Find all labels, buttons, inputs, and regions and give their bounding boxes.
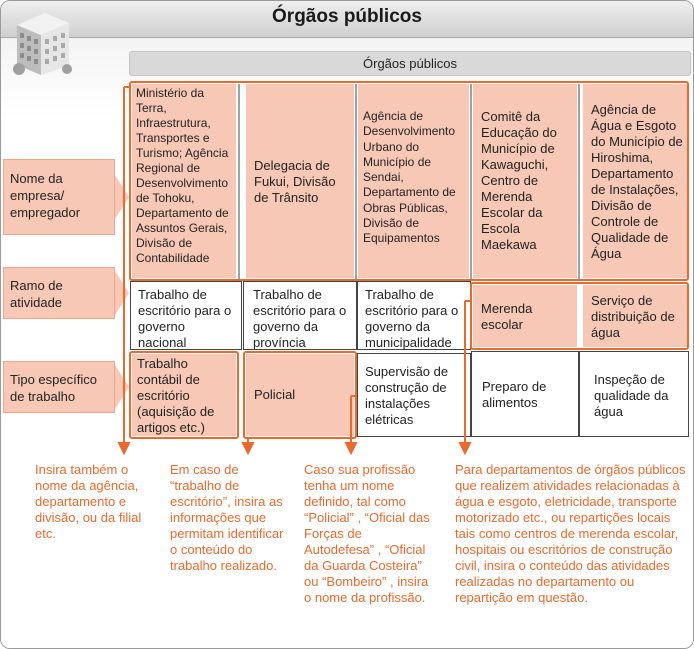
org-header: Órgãos públicos [129,51,691,76]
col1-company: Ministério da Terra, Infraestrutura, Transportes e Turismo; Agência Regional de Desenvolvimento de Tohoku, Departamento de Assuntos Gerais, Divisão de Contabilidade [132,84,236,278]
note-office-work: Em caso de “trabalho de escritório”, insira as informações que permitam identificar o conteúdo do trabalho realizado. [170,462,284,573]
note-company: Insira também o nome da agência, departamento e divisão, ou da filial etc. [35,462,142,541]
col5-company: Agência de Água e Esgoto do Município de Hiroshima, Departamento de Instalações, Divisão de Controle de Qualidade de Água [583,84,688,278]
col1-sector: Trabalho de escritório para o governo nacional [130,281,242,350]
col5-work-type: Inspeção de qualidade da água [579,351,689,437]
col1-work-type: Trabalho contábil de escritório (aquisição de artigos etc.) [132,354,236,436]
note-public-departments: Para departamentos de órgãos públicos que realizem atividades relacionadas à água e esgoto, eletricidade, transporte motorizado etc., ou repartições locais tais como centros de merenda escolar, hospitais ou escritórios de construção civil, insira o conteúdo das atividades realizadas no departamento ou repartição em questão. [455,462,686,605]
col2-sector: Trabalho de escritório para o governo da província [243,281,357,350]
page-title: Órgãos públicos [272,6,422,27]
col3-sector: Trabalho de escritório para o governo da municipalidade [357,281,471,350]
col3-company: Agência de Desenvolvimento Urbano do Município de Sendai, Departamento de Obras Públicas, Divisão de Equipamentos [358,84,469,278]
note-profession: Caso sua profissão tenha um nome definido, tal como “Policial” , “Oficial das Forças de Autodefesa” , “Oficial da Guarda Costeira” ou “Bombeiro” , insira o nome da profissão. [304,462,430,605]
label-sector: Ramo de atividade [3,267,115,319]
col4-sector: Merenda escolar [473,285,577,347]
col3-work-type: Supervisão de construção de instalações elétricas [357,353,471,437]
col4-work-type: Preparo de alimentos [471,351,579,437]
col5-sector: Serviço de distribuição de água [583,285,688,347]
col4-company: Comitê da Educação do Município de Kawaguchi, Centro de Merenda Escolar da Escola Maekawa [473,84,577,278]
col2-work-type: Policial [246,354,354,436]
label-company: Nome da empresa/ empregador [3,159,115,235]
label-work-type: Tipo específico de trabalho [3,361,115,413]
col2-company: Delegacia de Fukui, Divisão de Trânsito [246,84,354,278]
